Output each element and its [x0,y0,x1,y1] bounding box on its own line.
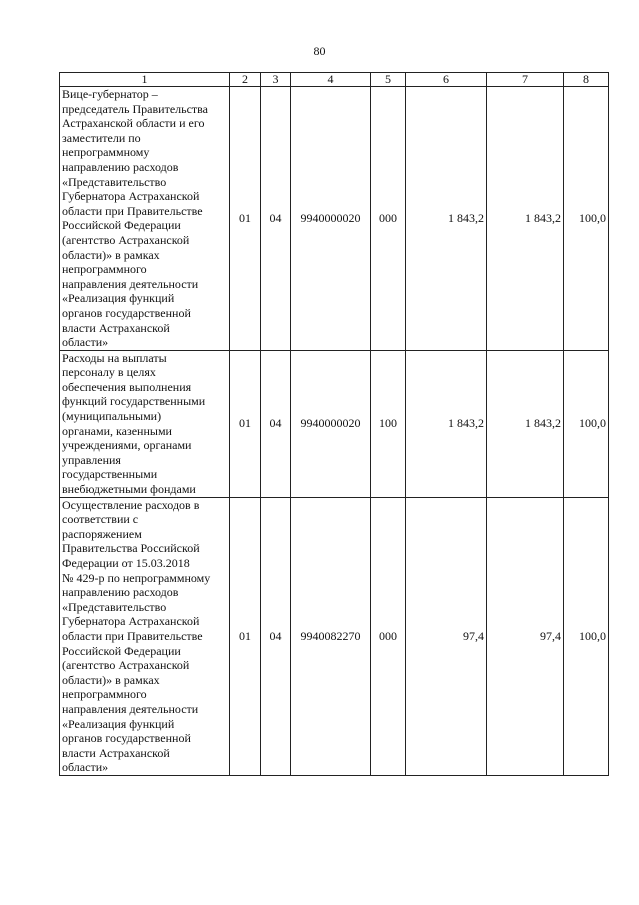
header-col-8: 8 [564,73,609,87]
target-article-code: 9940000020 [291,87,371,351]
subsection-code: 04 [261,87,291,351]
subsection-code: 04 [261,350,291,497]
header-col-6: 6 [406,73,487,87]
row-description-text: Вице-губернатор – председатель Правительства Астраханской области и его заместители по непрограммному направлению расходов «Представительство Губернатора Астраханской области при Правительстве Российской Федерации (агентство Астраханской области)» в рамках непрограммного направления деятельности «Реализация функций органов государственной власти Астраханской области» [62,87,209,350]
header-col-1: 1 [60,73,230,87]
row-description [60,497,230,775]
execution-percent: 100,0 [564,87,609,351]
execution-percent: 100,0 [564,350,609,497]
amount-planned: 97,4 [406,497,487,775]
execution-percent: 100,0 [564,497,609,775]
page-number: 80 [313,44,326,58]
section-code: 01 [230,87,261,351]
table-row [60,87,609,351]
row-description-text: Расходы на выплаты персоналу в целях обеспечения выполнения функций государственными (муниципальными) органами, казенными учреждениями, органами управления государственными внебюджетными фондами [62,350,206,497]
header-col-3: 3 [261,73,291,87]
expense-type-code: 100 [371,350,406,497]
row-description [60,87,230,351]
header-col-4: 4 [291,73,371,87]
amount-planned: 1 843,2 [406,350,487,497]
target-article-code: 9940000020 [291,350,371,497]
budget-table [59,72,609,776]
header-col-5: 5 [371,73,406,87]
table-row [60,497,609,775]
amount-executed: 97,4 [487,497,564,775]
subsection-code: 04 [261,497,291,775]
header-col-2: 2 [230,73,261,87]
section-code: 01 [230,350,261,497]
section-code: 01 [230,497,261,775]
target-article-code: 9940082270 [291,497,371,775]
amount-planned: 1 843,2 [406,87,487,351]
expense-type-code: 000 [371,87,406,351]
expense-type-code: 000 [371,497,406,775]
row-description-text: Осуществление расходов в соответствии с распоряжением Правительства Российской Федерации от 15.03.2018 № 429-р по непрограммному направлению расходов «Представительство Губернатора Астраханской области при Правительстве Российской Федерации (агентство Астраханской области)» в рамках непрограммного направления деятельности «Реализация функций органов государственной власти Астраханской области» [62,497,211,775]
amount-executed: 1 843,2 [487,87,564,351]
table-row [60,350,609,497]
header-row [60,73,609,87]
row-description [60,350,230,497]
header-col-7: 7 [487,73,564,87]
amount-executed: 1 843,2 [487,350,564,497]
